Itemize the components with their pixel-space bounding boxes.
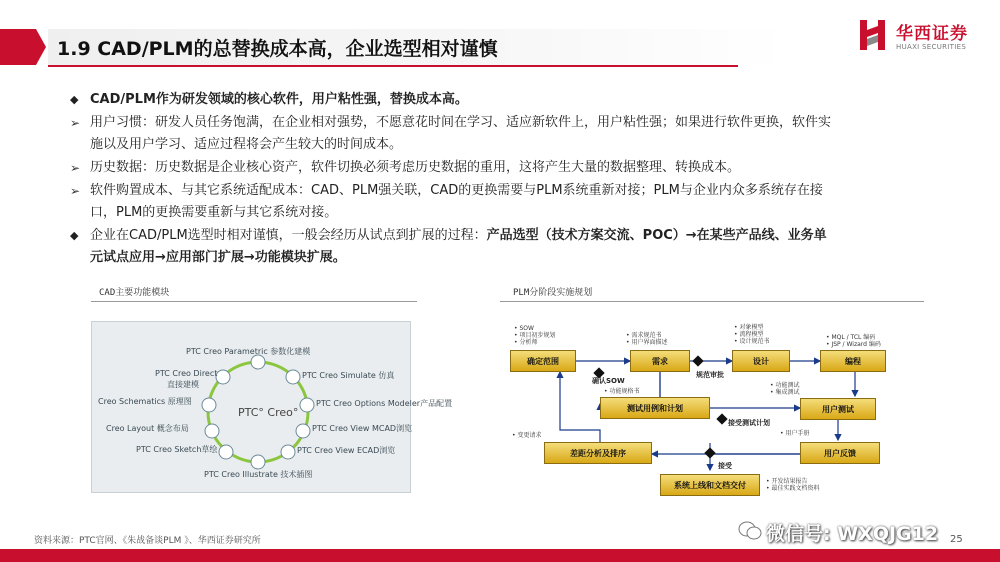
flow-note-requirements: • 需求规范书 • 用户界面描述 xyxy=(626,332,668,346)
title-underline xyxy=(48,65,738,67)
flow-box-requirements: 需求 xyxy=(630,350,690,372)
flow-note-feedback: • 用户手册 xyxy=(780,430,810,437)
bullet-item xyxy=(70,180,950,224)
bullet-text: CAD/PLM作为研发领域的核心软件，用户粘性强，替换成本高。 xyxy=(90,92,468,107)
bullet-item xyxy=(70,157,950,179)
flow-box-golive: 系统上线和文档交付 xyxy=(660,474,760,496)
flow-note-golive: • 开发结果报告 • 最佳实践文档资料 xyxy=(766,478,820,492)
module-label: 直接建模 xyxy=(167,380,199,389)
diamond-bullet-icon: ◆ xyxy=(70,93,79,106)
flow-note-coding: • MQL / TCL 编码 • JSP / Wizard 编码 xyxy=(826,334,881,348)
flow-note-design: • 对象模型 • 流程模型 • 设计规范书 xyxy=(734,324,770,345)
bullet-item xyxy=(70,225,950,269)
flow-box-feedback: 用户反馈 xyxy=(800,442,880,464)
company-logo xyxy=(858,16,988,60)
arrow-bullet-icon: ➢ xyxy=(70,161,81,175)
bullet-item xyxy=(70,89,950,111)
flow-label-accept: 接受 xyxy=(718,462,732,470)
title-chevron xyxy=(36,29,46,65)
flow-label-accept-test-plan: 接受测试计划 xyxy=(728,419,770,427)
flow-box-design: 设计 xyxy=(732,350,790,372)
flow-label-spec-review: 规范审批 xyxy=(696,371,724,379)
flow-note-test-plan: • 功能规格书 xyxy=(604,388,640,395)
bullet-text-bold-line: 元试点应用→应用部门扩展→功能模块扩展。 xyxy=(90,250,346,265)
flow-note-scope: • SOW • 项目初步规划 • 分析师 xyxy=(514,325,556,346)
module-label: PTC Creo Simulate 仿真 xyxy=(302,371,395,380)
flow-box-gap-analysis: 差距分析及排序 xyxy=(544,442,652,464)
logo-chinese-name: 华西证券 xyxy=(896,24,968,44)
module-label: PTC Creo Direct xyxy=(155,369,218,378)
module-label: PTC Creo Options Modeler产品配置 xyxy=(316,399,453,408)
arrow-bullet-icon: ➢ xyxy=(70,184,81,198)
module-label: Creo Layout 概念布局 xyxy=(106,424,189,433)
bullet-text-bold: 产品选型（技术方案交流、POC）→在某些产品线、业务单 xyxy=(486,228,827,243)
bullet-text-line: 施以及用户学习、适应过程将会产生较大的时间成本。 xyxy=(90,137,403,152)
module-label: PTC Creo Sketch草绘 xyxy=(136,445,218,454)
title-accent xyxy=(0,29,36,65)
module-label: PTC Creo View ECAD浏览 xyxy=(297,446,396,455)
flow-box-user-test: 用户测试 xyxy=(800,398,876,420)
module-label: PTC Creo View MCAD浏览 xyxy=(312,424,413,433)
bullet-text-line: 软件购置成本、与其它系统适配成本：CAD、PLM强关联，CAD的更换需要与PLM系统重新对接；PLM与企业内众多系统存在接 xyxy=(90,183,823,198)
bullet-text-line: 口，PLM的更换需要重新与其它系统对接。 xyxy=(90,205,338,220)
page-number: 25 xyxy=(950,534,963,545)
source-note: 资料来源：PTC官网、《朱战备谈PLM 》、华西证券研究所 xyxy=(34,536,261,546)
creo-module-diagram xyxy=(91,321,453,493)
huaxi-logo-icon xyxy=(858,18,888,52)
page-title: 1.9 CAD/PLM的总替换成本高，企业选型相对谨慎 xyxy=(57,38,498,60)
module-label: Creo Schematics 原理图 xyxy=(98,397,192,406)
footer-bar xyxy=(0,549,1000,562)
plm-flow-diagram xyxy=(500,318,920,508)
bullet-text: 历史数据：历史数据是企业核心资产，软件切换必须考虑历史数据的重用，这将产生大量的数据整理、转换成本。 xyxy=(90,160,741,175)
bullet-text-line: 用户习惯：研发人员任务饱满，在企业相对强势，不愿意花时间在学习、适应新软件上，用户粘性强；如果进行软件更换，软件实 xyxy=(90,115,832,130)
module-label: PTC Creo Illustrate 技术插图 xyxy=(204,470,313,479)
flow-box-scope: 确定范围 xyxy=(510,350,576,372)
right-panel-header: PLM分阶段实施规划 xyxy=(513,288,593,298)
flow-box-test-plan: 测试用例和计划 xyxy=(600,397,710,419)
flow-box-coding: 编程 xyxy=(820,350,886,372)
flow-note-gap: • 变更请求 xyxy=(512,432,542,439)
arrow-bullet-icon: ➢ xyxy=(70,116,81,130)
diamond-bullet-icon: ◆ xyxy=(70,229,79,242)
bullet-text: 企业在CAD/PLM选型时相对谨慎，一般会经历从试点到扩展的过程： xyxy=(90,228,487,243)
ptc-creo-logo: PTC° Creo° xyxy=(238,406,299,419)
left-panel-divider xyxy=(91,301,417,302)
flow-note-user-test: • 功能测试 • 集成测试 xyxy=(770,382,800,396)
bullet-item xyxy=(70,112,950,156)
bullet-list xyxy=(70,89,950,270)
flow-label-confirm-sow: 确认SOW xyxy=(592,377,625,385)
right-panel-divider xyxy=(500,301,924,302)
logo-english-name: HUAXI SECURITIES xyxy=(896,43,967,51)
left-panel-header: CAD主要功能模块 xyxy=(99,288,170,298)
wechat-icon xyxy=(738,520,762,542)
module-label: PTC Creo Parametric 参数化建模 xyxy=(186,347,311,356)
wechat-watermark: 微信号: WXQJG12 xyxy=(766,523,939,545)
title-bar xyxy=(0,29,990,65)
